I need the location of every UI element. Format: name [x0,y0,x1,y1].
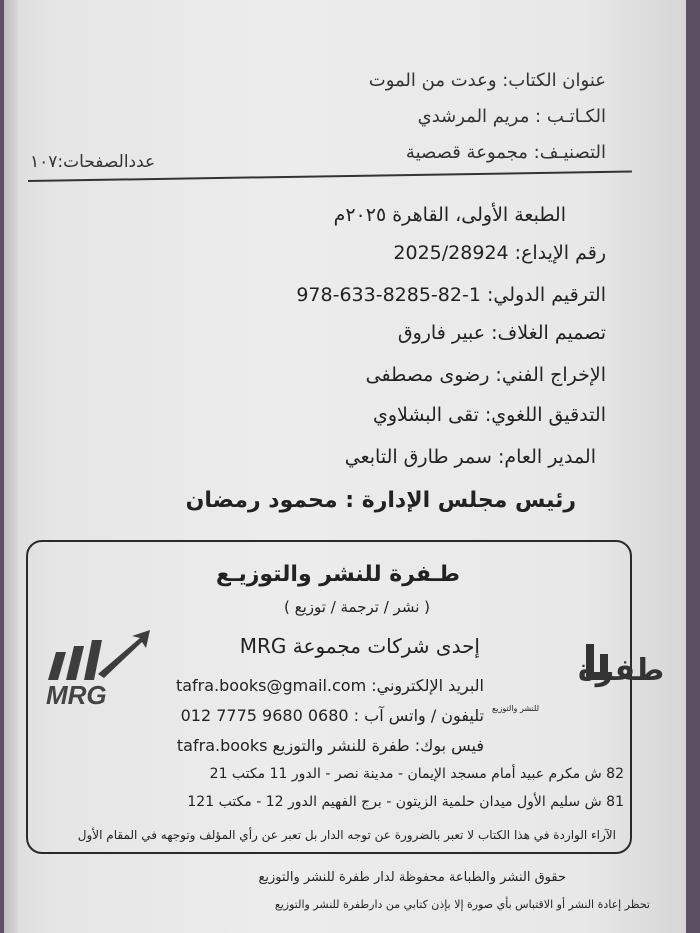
author-line: الكـاتـب : مريم المرشدي [417,106,606,127]
facebook-line: فيس بوك: طفرة للنشر والتوزيع tafra.books [176,736,484,755]
opinion-disclaimer: الآراء الواردة في هذا الكتاب لا تعبر بالضرورة عن توجه الدار بل تعبر عن رأي المؤلف وتوجهه في المقام الأول [77,828,616,842]
group-line: إحدى شركات مجموعة MRG [239,634,480,658]
tafra-logo-mark [486,638,665,702]
rights-line-2: تحظر إعادة النشر أو الاقتباس بأي صورة إلا بإذن كتابي من دارطفرة للنشر والتوزيع [274,898,650,911]
copyright-page [4,0,686,933]
tafra-logo [486,638,665,728]
mrg-logo-text: MRG [46,680,107,710]
cover-design-line: تصميم الغلاف: عبير فاروق [397,322,606,344]
pages-count-line: عددالصفحات:١٠٧ [30,152,156,172]
mrg-logo [42,628,152,718]
address-line-1: 82 ش مكرم عبيد أمام مسجد الإيمان - مدينة نصر - الدور 11 مكتب 21 [209,766,624,782]
art-direction-line: الإخراج الفني: رضوى مصطفى [365,364,606,386]
phone-line: تليفون / واتس آب : 0680 9680 7775 012 [180,706,484,725]
divider-top [28,171,632,182]
tafra-logo-text: طفرة [578,653,665,688]
rights-line-1: حقوق النشر والطباعة محفوظة لدار طفرة للنشر والتوزيع [258,870,566,885]
edition-line: الطبعة الأولى، القاهرة ٢٠٢٥م [333,204,566,226]
book-title-line: عنوان الكتاب: وعدت من الموت [368,70,606,91]
publisher-name: طـفرة للنشر والتوزيـع [215,562,460,587]
mrg-arrow-icon [42,628,152,688]
address-line-2: 81 ش سليم الأول ميدان حلمية الزيتون - برج الفهيم الدور 12 - مكتب 121 [187,794,624,810]
category-line: التصنيـف: مجموعة قصصية [405,142,606,163]
email-line: البريد الإلكتروني: tafra.books@gmail.com [175,676,484,695]
tafra-logo-subtitle: للنشر والتوزيع [492,704,540,713]
general-manager-line: المدير العام: سمر طارق التابعي [344,446,596,468]
deposit-number-line: رقم الإيداع: 2025/28924 [393,242,606,264]
proofreading-line: التدقيق اللغوي: تقى البشلاوي [372,404,606,426]
page-gutter [4,0,18,933]
publisher-box [26,540,665,854]
isbn-line: الترقيم الدولي: 1-82-8285-633-978 [296,284,606,306]
chairman-line: رئيس مجلس الإدارة : محمود رمضان [185,488,576,513]
publisher-tagline: ( نشر / ترجمة / توزيع ) [283,598,430,616]
